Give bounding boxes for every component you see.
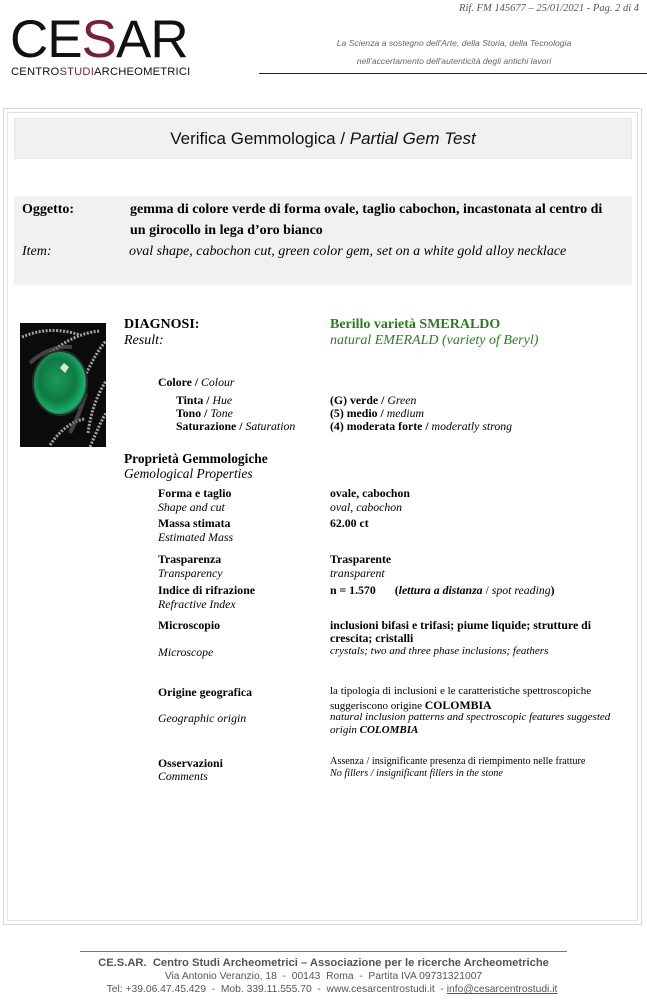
diagnosis-value-it: Berillo varietà SMERALDO	[330, 317, 501, 332]
document-reference: Rif. FM 145677 – 25/01/2021 - Pag. 2 di 4	[459, 3, 639, 14]
object-label-en: Item:	[22, 244, 52, 259]
cesar-logo	[10, 10, 232, 78]
hue-label-en: Hue	[212, 393, 233, 407]
comments-value-it: Assenza / insignificante presenza di riempimento nelle fratture	[330, 756, 586, 767]
transparency-label-en: Transparency	[158, 566, 223, 580]
footer-phone-web: Tel: +39.06.47.45.429 - Mob. 339.11.555.70 - www.cesarcentrostudi.it -	[106, 984, 447, 995]
logo-text: CE	[10, 10, 82, 69]
saturation-value-it: (4) moderata forte /	[330, 419, 432, 433]
emerald-necklace-image	[20, 323, 106, 447]
saturation-label-en: Saturation	[245, 419, 296, 433]
diagnosis-value-en: natural EMERALD (variety of Beryl)	[330, 333, 539, 348]
microscope-value-it-line1: inclusioni bifasi e trifasi; piume liquide; strutture di	[330, 618, 591, 632]
logo-sub-text: CENTRO	[11, 66, 60, 78]
origin-country-en: COLOMBIA	[359, 724, 419, 736]
object-value-it-line1: gemma di colore verde di forma ovale, taglio cabochon, incastonata al centro di	[130, 202, 603, 217]
tone-label-it: Tono /	[176, 406, 211, 420]
paren-open: (	[394, 583, 399, 597]
mass-label-en: Estimated Mass	[158, 530, 234, 544]
shape-value-en: oval, cabochon	[330, 500, 403, 514]
comments-value-en: No fillers / insignificant fillers in the stone	[330, 768, 503, 779]
tagline-1: La Scienza a sostegno dell'Arte, della Storia, della Tecnologia	[336, 38, 572, 48]
footer-contacts	[0, 984, 639, 995]
origin-en-text: origin	[330, 724, 360, 736]
tone-value-en: medium	[386, 406, 425, 420]
object-value-it-line2: un girocollo in lega d’oro bianco	[130, 223, 323, 238]
hue-value-en: Green	[387, 393, 417, 407]
transparency-label-it: Trasparenza	[158, 552, 222, 566]
title-italian: Verifica Gemmologica /	[170, 128, 350, 148]
origin-label-en: Geographic origin	[158, 711, 247, 725]
microscope-value-en: crystals; two and three phase inclusions; feathers	[330, 645, 549, 657]
mass-value: 62.00 ct	[330, 516, 369, 530]
microscope-label-en: Microscope	[158, 645, 214, 659]
refractive-note-it: lettura a distanza	[398, 583, 483, 597]
footer-organization: CE.S.AR. Centro Studi Archeometrici – Associazione per le ricerche Archeometriche	[98, 957, 549, 969]
title-english: Partial Gem Test	[349, 128, 476, 148]
colour-heading-it: Colore /	[158, 375, 202, 389]
microscope-label-it: Microscopio	[158, 618, 221, 632]
saturation-value-en: moderatly strong	[431, 419, 513, 433]
colour-heading-en: Colour	[201, 375, 235, 389]
origin-value-en-line2	[330, 724, 418, 736]
origin-label-it: Origine geografica	[158, 685, 253, 699]
refractive-note-sep: /	[482, 583, 492, 597]
certificate-title	[14, 118, 632, 159]
origin-value-en-line1: natural inclusion patterns and spectroscopic features suggested	[330, 711, 611, 723]
logo-wordmark	[10, 10, 188, 69]
header-divider	[259, 73, 647, 74]
origin-value-it-line1: la tipologia di inclusioni e le caratteristiche spettroscopiche	[330, 685, 592, 697]
object-label-it: Oggetto:	[22, 202, 75, 217]
logo-sub-accent: STUDI	[59, 66, 94, 78]
transparency-value-it: Trasparente	[330, 552, 392, 566]
comments-label-it: Osservazioni	[158, 756, 223, 770]
diagnosis-label-it: DIAGNOSI:	[124, 317, 200, 332]
comments-label-en: Comments	[158, 769, 208, 783]
refractive-note-en: spot reading	[491, 583, 551, 597]
saturation-label-it: Saturazione /	[176, 419, 246, 433]
shape-value-it: ovale, cabochon	[330, 486, 410, 500]
colour-heading	[158, 375, 234, 390]
paren-close: )	[550, 583, 555, 597]
origin-it-text: suggeriscono origine	[330, 700, 425, 712]
properties-heading-it: Proprietà Gemmologiche	[124, 451, 268, 466]
logo-subtitle	[11, 66, 190, 78]
object-value-en: oval shape, cabochon cut, green color gem, set on a white gold alloy necklace	[129, 244, 567, 259]
saturation-label	[176, 419, 295, 434]
microscope-value-it-line2: crescita; cristalli	[330, 631, 414, 645]
properties-heading-en: Gemological Properties	[124, 466, 253, 481]
footer-address: Via Antonio Veranzio, 18 - 00143 Roma - Partita IVA 09731321007	[164, 971, 483, 982]
tone-value-it: (5) medio /	[330, 406, 387, 420]
diagnosis-label-en: Result:	[124, 333, 164, 348]
footer-divider	[80, 951, 567, 952]
footer-email-link[interactable]: info@cesarcentrostudi.it	[446, 984, 558, 995]
refractive-label-it: Indice di rifrazione	[158, 583, 255, 597]
gem-photo	[20, 323, 106, 447]
transparency-value-en: transparent	[330, 566, 385, 580]
tone-label-en: Tone	[210, 406, 233, 420]
refractive-value	[330, 583, 555, 598]
logo-text: AR	[116, 10, 188, 69]
hue-value-it: (G) verde /	[330, 393, 388, 407]
logo-accent-letter: S	[81, 10, 116, 69]
hue-label-it: Tinta /	[176, 393, 213, 407]
refractive-label-en: Refractive Index	[158, 597, 236, 611]
shape-label-it: Forma e taglio	[158, 486, 232, 500]
logo-sub-text: ARCHEOMETRICI	[94, 66, 191, 78]
origin-country-it: COLOMBIA	[424, 698, 492, 712]
mass-label-it: Massa stimata	[158, 516, 231, 530]
saturation-value	[330, 419, 512, 434]
refractive-index-value: n = 1.570	[330, 583, 376, 597]
tagline-2: nell'accertamento dell'autenticità degli antichi lavori	[356, 56, 552, 66]
shape-label-en: Shape and cut	[158, 500, 225, 514]
